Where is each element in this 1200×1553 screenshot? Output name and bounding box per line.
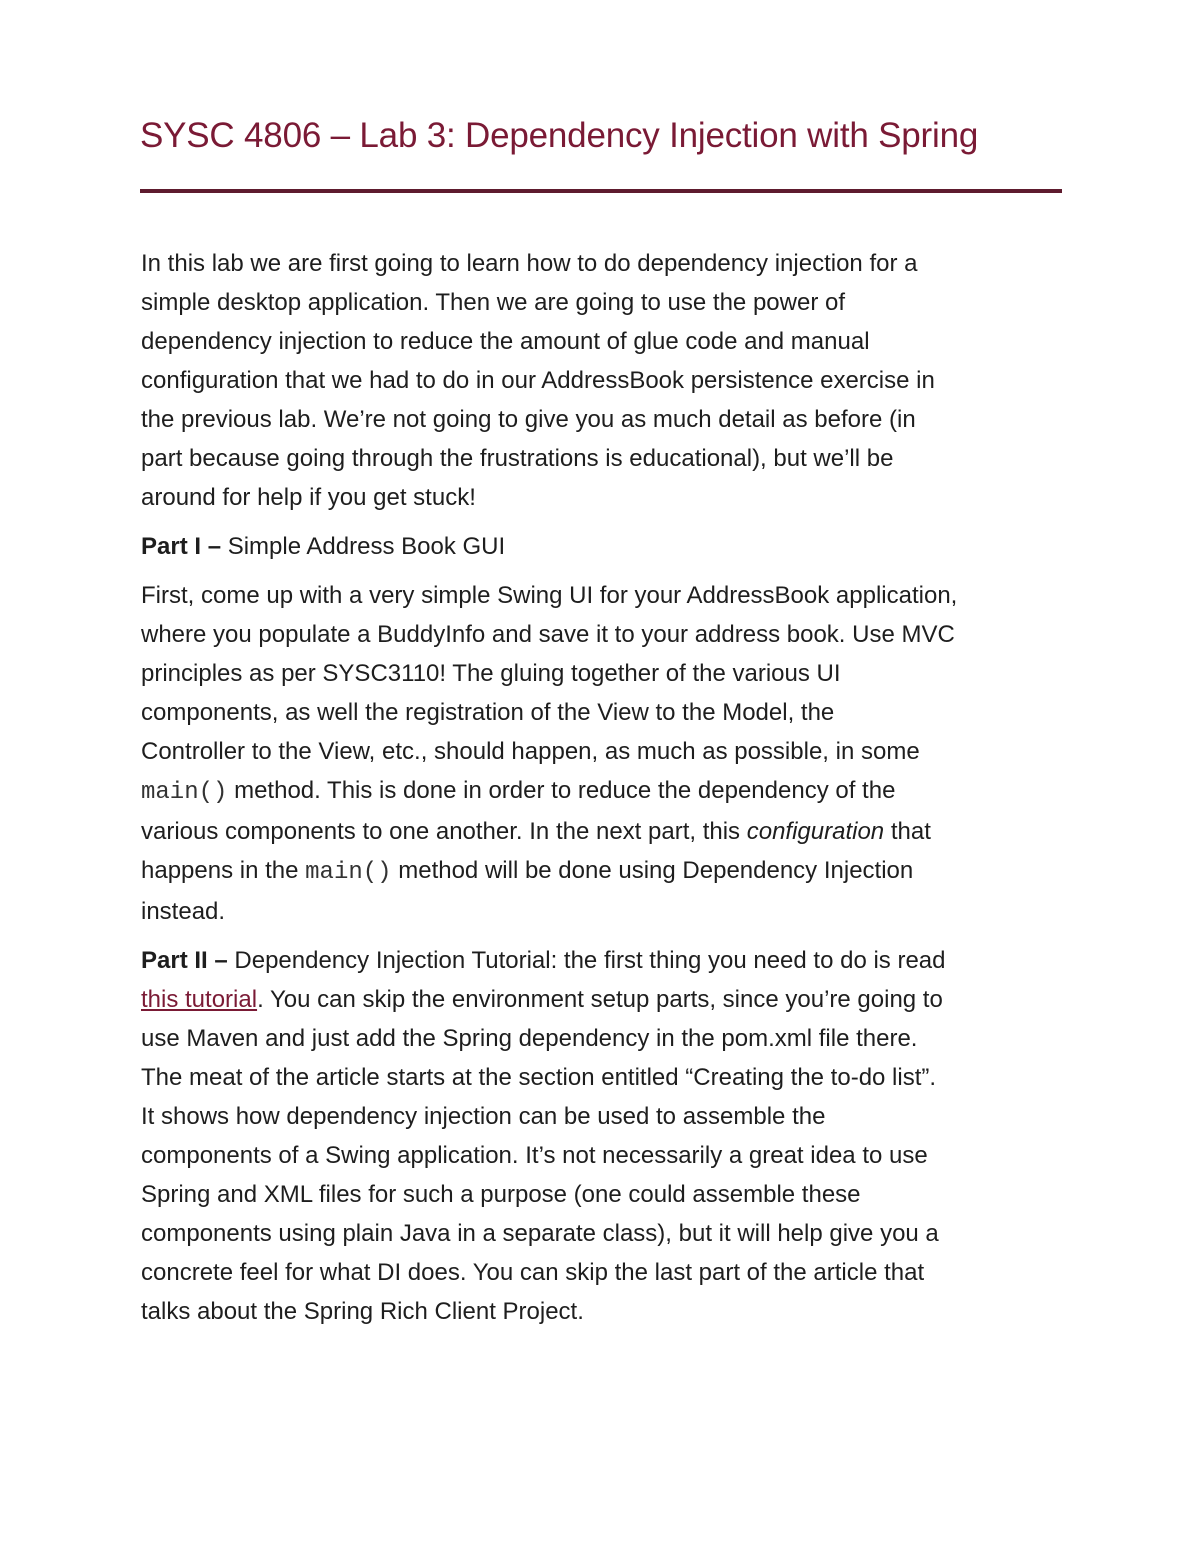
text-line: Controller to the View, etc., should happen, as much as possible, in some	[141, 738, 920, 765]
text-line: various components to one another. In the next part, this configuration that	[141, 818, 931, 845]
code-main: main()	[141, 779, 228, 806]
text-line: principles as per SYSC3110! The gluing together of the various UI	[141, 660, 841, 687]
text-line: simple desktop application. Then we are going to use the power of	[141, 289, 845, 316]
text-line: talks about the Spring Rich Client Project.	[141, 1298, 584, 1325]
text-line: happens in the main() method will be done using Dependency Injection	[141, 857, 914, 886]
document-body	[141, 244, 1081, 1341]
part2-paragraph	[141, 941, 1081, 1331]
part1-paragraph	[141, 576, 1081, 931]
text-line: The meat of the article starts at the section entitled “Creating the to-do list”.	[141, 1064, 937, 1091]
text-line: instead.	[141, 898, 226, 925]
text-line: dependency injection to reduce the amount of glue code and manual	[141, 328, 870, 355]
part1-heading-label: Part I –	[141, 533, 222, 560]
text-line: the previous lab. We’re not going to give you as much detail as before (in	[141, 406, 916, 433]
text-line: components, as well the registration of the View to the Model, the	[141, 699, 835, 726]
text-line: use Maven and just add the Spring dependency in the pom.xml file there.	[141, 1025, 918, 1052]
title-divider	[140, 189, 1062, 193]
part1-heading	[141, 527, 1081, 566]
page-title: SYSC 4806 – Lab 3: Dependency Injection with Spring	[140, 116, 979, 155]
text-line: main() method. This is done in order to reduce the dependency of the	[141, 777, 896, 806]
text-line: In this lab we are first going to learn how to do dependency injection for a	[141, 250, 918, 277]
text-line: components of a Swing application. It’s not necessarily a great idea to use	[141, 1142, 928, 1169]
intro-paragraph	[141, 244, 1081, 517]
text-line: Spring and XML files for such a purpose (one could assemble these	[141, 1181, 861, 1208]
text-line: configuration that we had to do in our AddressBook persistence exercise in	[141, 367, 935, 394]
text-line: Part II – Dependency Injection Tutorial: the first thing you need to do is read	[141, 947, 946, 974]
part1-heading-text: Simple Address Book GUI	[221, 533, 506, 560]
part2-heading-label: Part II –	[141, 947, 228, 974]
text-line: components using plain Java in a separate class), but it will help give you a	[141, 1220, 939, 1247]
code-main: main()	[305, 859, 392, 886]
text-line: concrete feel for what DI does. You can skip the last part of the article that	[141, 1259, 925, 1286]
text-line: around for help if you get stuck!	[141, 484, 476, 511]
text-line: where you populate a BuddyInfo and save it to your address book. Use MVC	[141, 621, 955, 648]
tutorial-link[interactable]: this tutorial	[141, 986, 258, 1013]
text-line: part because going through the frustrations is educational), but we’ll be	[141, 445, 894, 472]
emphasis-configuration: configuration	[746, 818, 885, 845]
text-line: It shows how dependency injection can be used to assemble the	[141, 1103, 826, 1130]
text-line: First, come up with a very simple Swing UI for your AddressBook application,	[141, 582, 958, 609]
text-line: this tutorial. You can skip the environment setup parts, since you’re going to	[141, 986, 943, 1013]
